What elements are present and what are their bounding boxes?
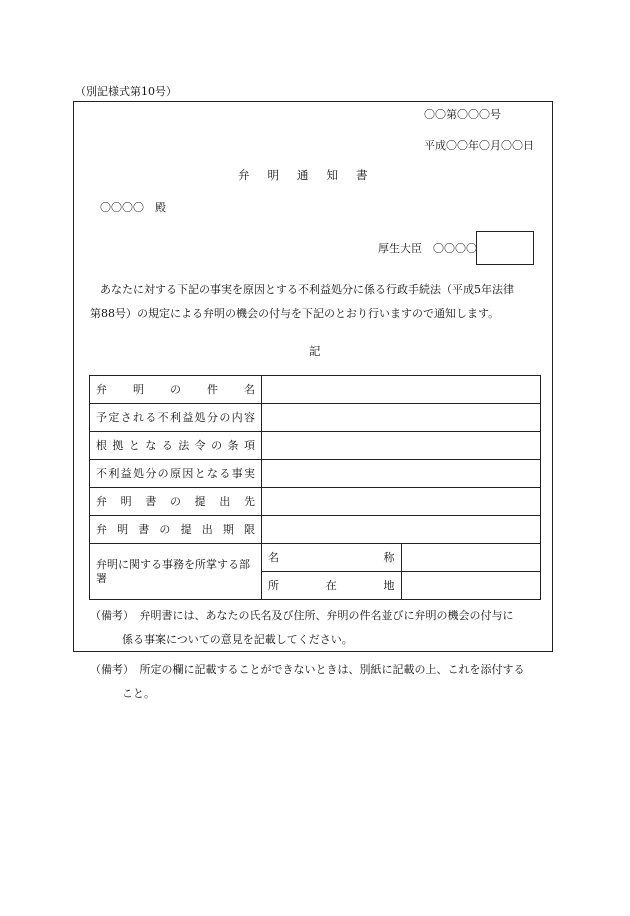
table-row <box>90 460 541 488</box>
row-value <box>262 488 541 516</box>
body-text-line-1: あなたに対する下記の事実を原因とする不利益処分に係る行政手続法（平成5年法律 <box>100 283 514 296</box>
outer-note-line-2: こと。 <box>122 687 155 700</box>
office-address-label: 所在地 <box>262 572 402 600</box>
ki-heading: 記 <box>309 344 321 358</box>
table-row <box>90 544 541 572</box>
row-label: 不利益処分の原因となる事実 <box>90 460 262 488</box>
inner-note-line-2: 係る事案についての意見を記載してください。 <box>122 633 353 646</box>
table-row <box>90 516 541 544</box>
document-date: 平成〇〇年〇月〇〇日 <box>424 139 534 152</box>
table-row <box>90 404 541 432</box>
table-row <box>90 376 541 404</box>
office-name-label: 名称 <box>262 544 402 572</box>
details-table <box>89 375 541 600</box>
office-address-value <box>401 572 541 600</box>
table-row <box>90 432 541 460</box>
row-label: 弁明書の提出先 <box>90 488 262 516</box>
row-value <box>262 460 541 488</box>
row-label: 予定される不利益処分の内容 <box>90 404 262 432</box>
row-label: 根拠となる法令の条項 <box>90 432 262 460</box>
inner-note-line-1: （備考） 弁明書には、あなたの氏名及び住所、弁明の件名並びに弁明の機会の付与に <box>90 609 514 622</box>
seal-box <box>476 231 534 265</box>
row-value <box>262 376 541 404</box>
row-value <box>262 404 541 432</box>
table-row <box>90 488 541 516</box>
row-value <box>262 516 541 544</box>
form-number-label: （別記様式第10号） <box>75 85 177 98</box>
body-text-line-2: 第88号）の規定による弁明の機会の付与を下記のとおり行いますので通知します。 <box>90 307 500 320</box>
document-number: 〇〇第〇〇〇号 <box>424 108 501 121</box>
addressee: 〇〇〇〇 殿 <box>100 201 166 214</box>
sender: 厚生大臣 〇〇〇〇 <box>378 242 477 255</box>
outer-note-line-1: （備考） 所定の欄に記載することができないときは、別紙に記載の上、これを添付する <box>90 663 525 676</box>
office-name-value <box>401 544 541 572</box>
row-label: 弁明書の提出期限 <box>90 516 262 544</box>
document-title: 弁明通知書 <box>238 168 386 182</box>
row-label: 弁明の件名 <box>90 376 262 404</box>
office-label: 弁明に関する事務を所掌する部署 <box>90 544 262 600</box>
row-value <box>262 432 541 460</box>
